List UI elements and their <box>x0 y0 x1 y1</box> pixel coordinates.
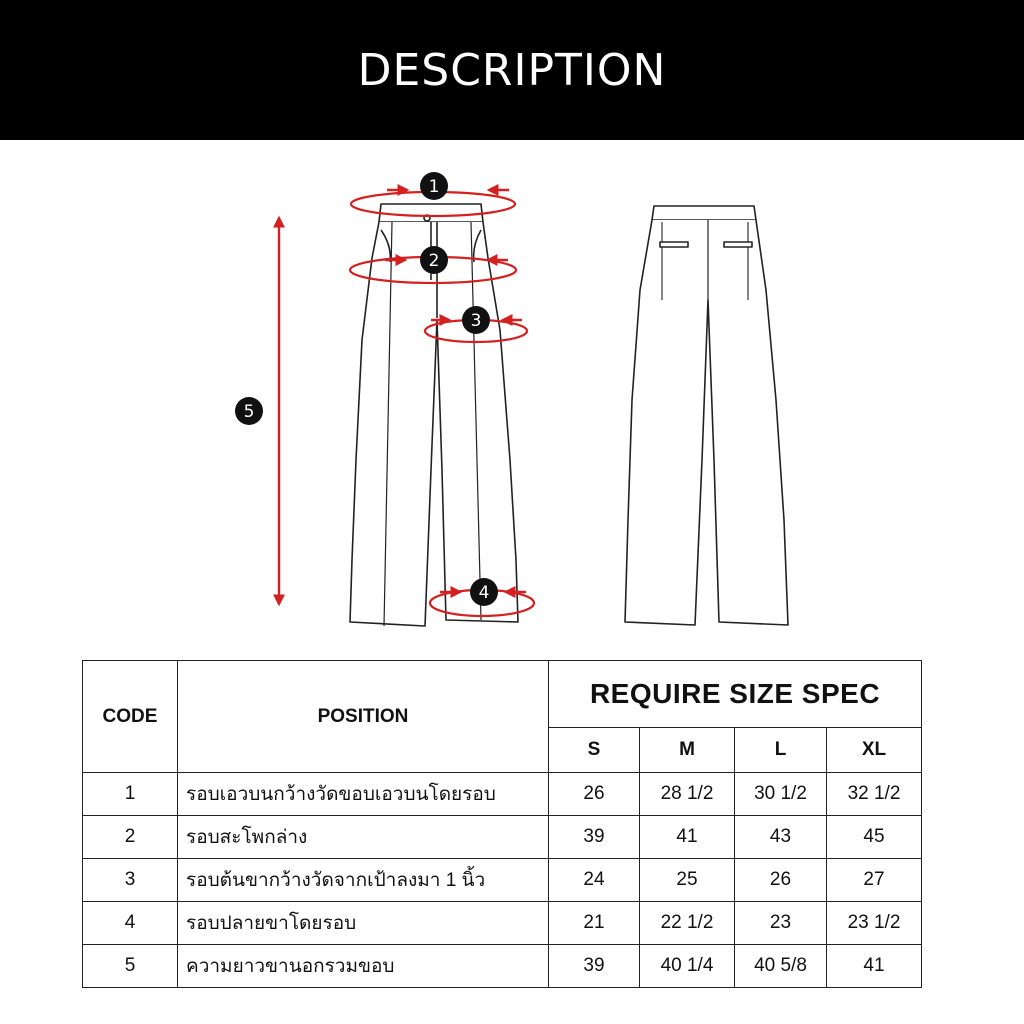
size-l-header: L <box>735 728 827 773</box>
marker-3 <box>462 306 490 334</box>
table-header-row <box>83 661 922 728</box>
back-pants-drawing <box>625 206 788 625</box>
value-xl: 45 <box>827 816 922 859</box>
value-l: 26 <box>735 859 827 902</box>
value-l: 40 5/8 <box>735 945 827 988</box>
table-row <box>83 945 922 988</box>
svg-text:5: 5 <box>243 402 255 422</box>
position-header: POSITION <box>178 661 549 773</box>
description-header <box>0 0 1024 140</box>
row-code: 5 <box>83 945 178 988</box>
value-m: 25 <box>640 859 735 902</box>
row-code: 4 <box>83 902 178 945</box>
row-position: รอบต้นขากว้างวัดจากเป้าลงมา 1 นิ้ว <box>178 859 549 902</box>
row-position: รอบสะโพกล่าง <box>178 816 549 859</box>
value-s: 24 <box>549 859 640 902</box>
marker-4 <box>470 578 498 606</box>
table-row <box>83 773 922 816</box>
row-position: รอบปลายขาโดยรอบ <box>178 902 549 945</box>
spec-title: REQUIRE SIZE SPEC <box>549 661 922 728</box>
size-xl-header: XL <box>827 728 922 773</box>
value-l: 23 <box>735 902 827 945</box>
value-l: 43 <box>735 816 827 859</box>
svg-text:3: 3 <box>470 311 482 331</box>
value-s: 26 <box>549 773 640 816</box>
marker-5 <box>235 397 263 425</box>
table-row <box>83 902 922 945</box>
marker-2 <box>420 246 448 274</box>
row-position: รอบเอวบนกว้างวัดขอบเอวบนโดยรอบ <box>178 773 549 816</box>
row-position: ความยาวขานอกรวมขอบ <box>178 945 549 988</box>
value-xl: 27 <box>827 859 922 902</box>
marker-1 <box>420 172 448 200</box>
value-xl: 23 1/2 <box>827 902 922 945</box>
table-row <box>83 816 922 859</box>
table-row <box>83 859 922 902</box>
value-m: 41 <box>640 816 735 859</box>
value-m: 22 1/2 <box>640 902 735 945</box>
size-m-header: M <box>640 728 735 773</box>
page-title: DESCRIPTION <box>357 44 667 96</box>
value-s: 21 <box>549 902 640 945</box>
value-s: 39 <box>549 816 640 859</box>
size-s-header: S <box>549 728 640 773</box>
value-s: 39 <box>549 945 640 988</box>
svg-text:2: 2 <box>428 251 440 271</box>
row-code: 3 <box>83 859 178 902</box>
value-xl: 41 <box>827 945 922 988</box>
row-code: 1 <box>83 773 178 816</box>
pants-measurement-illustration <box>0 140 1024 660</box>
value-m: 40 1/4 <box>640 945 735 988</box>
code-header: CODE <box>83 661 178 773</box>
value-l: 30 1/2 <box>735 773 827 816</box>
value-xl: 32 1/2 <box>827 773 922 816</box>
svg-text:4: 4 <box>478 583 490 603</box>
svg-text:1: 1 <box>428 177 440 197</box>
value-m: 28 1/2 <box>640 773 735 816</box>
row-code: 2 <box>83 816 178 859</box>
size-spec-table <box>82 660 922 988</box>
